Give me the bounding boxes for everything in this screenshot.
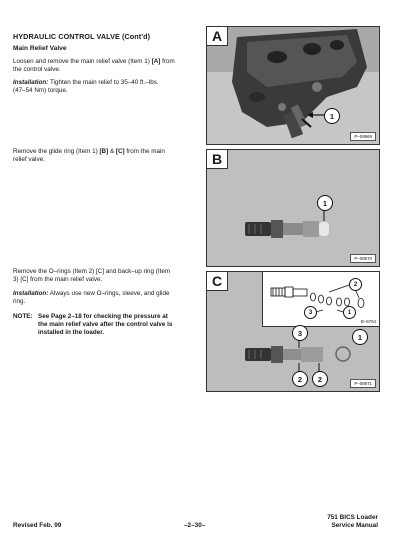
installation2-label: Installation: [13, 290, 49, 297]
installation-torque [13, 79, 198, 95]
figure-c [206, 271, 380, 392]
para3-line1: Remove the O–rings (Item 2) [C] and back–up ring (Item [13, 268, 171, 275]
inset-callout-1: 1 [343, 306, 356, 319]
callout-c-2a: 2 [292, 371, 308, 387]
callout-c-3: 3 [292, 325, 308, 341]
para2-text: Remove the glide ring (Item 1) [13, 148, 100, 155]
note-line1: See Page 2–18 for checking the pressure at [38, 313, 168, 320]
figure-c-code: P–08971 [350, 379, 376, 388]
footer-page-number: –2–30– [184, 522, 206, 529]
para1-text-after: from [160, 58, 175, 65]
subsection-title: Main Relief Valve [13, 45, 67, 52]
inset-callout-3: 3 [304, 306, 317, 319]
note-label: NOTE: [13, 313, 33, 320]
figure-a-code: P–08969 [350, 132, 376, 141]
paragraph-remove-glide-ring [13, 148, 198, 164]
callout-c-1: 1 [352, 329, 368, 345]
figure-a-label: A [207, 27, 228, 46]
paragraph-remove-orings [13, 268, 198, 284]
figure-c-label: C [207, 272, 228, 291]
callout-a-1: 1 [324, 108, 340, 124]
exploded-valve-diagram [263, 272, 379, 326]
ref-c: [C] [115, 148, 125, 155]
footer-model: 751 BICS Loader [327, 514, 378, 521]
installation2-line1: Always use new O–rings, sleeve, and glide [48, 290, 170, 297]
ref-b: [B] [99, 148, 109, 155]
callout-c-2b: 2 [312, 371, 328, 387]
installation1-line2: (47–54 Nm) torque. [13, 87, 68, 95]
installation-new-orings [13, 290, 198, 306]
control-valve-photo [207, 27, 379, 144]
installation-label: Installation: [13, 79, 49, 86]
para1-line2: the control valve. [13, 66, 61, 74]
figure-b [206, 149, 380, 267]
para3-line2: 3) [C] from the main relief valve. [13, 276, 103, 284]
inset-callout-2: 2 [349, 278, 362, 291]
footer-revised: Revised Feb. 99 [13, 522, 62, 529]
callout-b-1: 1 [317, 195, 333, 211]
figure-c-inset [262, 272, 379, 327]
figure-a [206, 26, 380, 145]
installation2-line2: ring. [13, 298, 26, 306]
para1-text: Loosen and remove the main relief valve (Item 1) [13, 58, 152, 65]
para2-amp: & [108, 148, 116, 155]
note-line3: installed in the loader. [38, 329, 105, 337]
inset-code: B–6764 [360, 319, 376, 324]
section-title: HYDRAULIC CONTROL VALVE (Cont'd) [13, 32, 151, 41]
note-block [13, 313, 203, 337]
figure-b-label: B [207, 150, 228, 169]
note-line2: the main relief valve after the control valve is [38, 321, 173, 329]
relief-valve-photo [207, 150, 379, 266]
installation1-line1: Tighten the main relief to 35–40 ft.–lbs. [48, 79, 159, 86]
ref-a: [A] [151, 58, 161, 65]
footer-manual: Service Manual [331, 522, 378, 529]
para2-text-after: from the main [124, 148, 165, 155]
figure-b-code: P–08970 [350, 254, 376, 263]
paragraph-remove-relief-valve [13, 58, 198, 74]
para2-line2: relief valve. [13, 156, 45, 164]
